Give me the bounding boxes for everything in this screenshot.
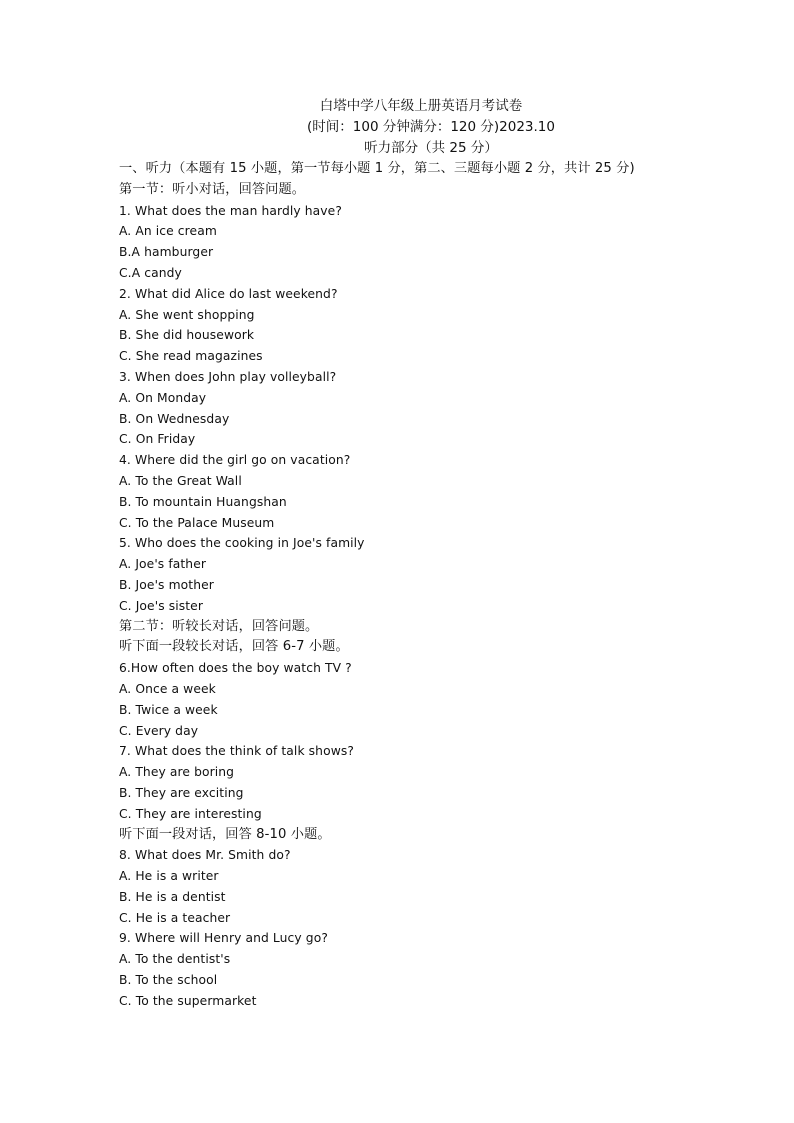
question-7-option-a: A. They are boring bbox=[119, 765, 235, 780]
question-9-option-a: A. To the dentist's bbox=[119, 952, 231, 967]
question-5-option-b: B. Joe's mother bbox=[119, 577, 214, 592]
question-4: 4. Where did the girl go on vacation? bbox=[119, 453, 351, 468]
question-6: 6.How often does the boy watch TV ? bbox=[119, 661, 352, 676]
exam-title: 白塔中学八年级上册英语月考试卷 bbox=[319, 98, 523, 114]
question-1-option-a: A. An ice cream bbox=[119, 224, 217, 239]
question-8-option-b: B. He is a dentist bbox=[119, 889, 226, 904]
part2-heading: 第二节：听较长对话，回答问题。 bbox=[119, 618, 319, 634]
question-8-option-a: A. He is a writer bbox=[119, 869, 219, 884]
question-4-option-a: A. To the Great Wall bbox=[119, 473, 242, 488]
question-2-option-c: C. She read magazines bbox=[119, 349, 263, 364]
question-7-option-b: B. They are exciting bbox=[119, 785, 244, 800]
question-3: 3. When does John play volleyball? bbox=[119, 369, 337, 384]
question-9-option-c: C. To the supermarket bbox=[119, 993, 257, 1008]
question-2: 2. What did Alice do last weekend? bbox=[119, 286, 338, 301]
question-6-option-c: C. Every day bbox=[119, 723, 199, 738]
question-7: 7. What does the think of talk shows? bbox=[119, 744, 354, 759]
question-7-option-c: C. They are interesting bbox=[119, 806, 262, 821]
question-9: 9. Where will Henry and Lucy go? bbox=[119, 931, 328, 946]
question-5-option-a: A. Joe's father bbox=[119, 557, 207, 572]
exam-subtitle: (时间：100 分钟满分：120 分)2023.10 bbox=[307, 119, 555, 135]
question-8-option-c: C. He is a teacher bbox=[119, 910, 231, 925]
question-3-option-a: A. On Monday bbox=[119, 390, 207, 405]
question-5: 5. Who does the cooking in Joe's family bbox=[119, 536, 365, 551]
question-1-option-c: C.A candy bbox=[119, 265, 182, 280]
question-2-option-b: B. She did housework bbox=[119, 328, 255, 343]
question-6-option-b: B. Twice a week bbox=[119, 702, 218, 717]
exam-content bbox=[119, 159, 759, 1012]
question-8: 8. What does Mr. Smith do? bbox=[119, 848, 291, 863]
question-1: 1. What does the man hardly have? bbox=[119, 203, 342, 218]
group2-intro: 听下面一段对话，回答 8-10 小题。 bbox=[119, 826, 331, 842]
question-4-option-b: B. To mountain Huangshan bbox=[119, 494, 287, 509]
question-9-option-b: B. To the school bbox=[119, 973, 218, 988]
question-5-option-c: C. Joe's sister bbox=[119, 598, 203, 613]
question-3-option-c: C. On Friday bbox=[119, 432, 196, 447]
question-1-option-b: B.A hamburger bbox=[119, 245, 214, 260]
listening-part-title: 听力部分（共 25 分） bbox=[364, 140, 498, 156]
question-3-option-b: B. On Wednesday bbox=[119, 411, 230, 426]
section-heading: 一、听力（本题有 15 小题，第一节每小题 1 分，第二、三题每小题 2 分，共计 25 分) bbox=[119, 161, 635, 176]
question-6-option-a: A. Once a week bbox=[119, 681, 216, 696]
group1-intro: 听下面一段较长对话，回答 6-7 小题。 bbox=[119, 639, 349, 655]
question-4-option-c: C. To the Palace Museum bbox=[119, 515, 275, 530]
part1-heading: 第一节：听小对话，回答问题。 bbox=[119, 181, 306, 197]
question-2-option-a: A. She went shopping bbox=[119, 307, 255, 322]
